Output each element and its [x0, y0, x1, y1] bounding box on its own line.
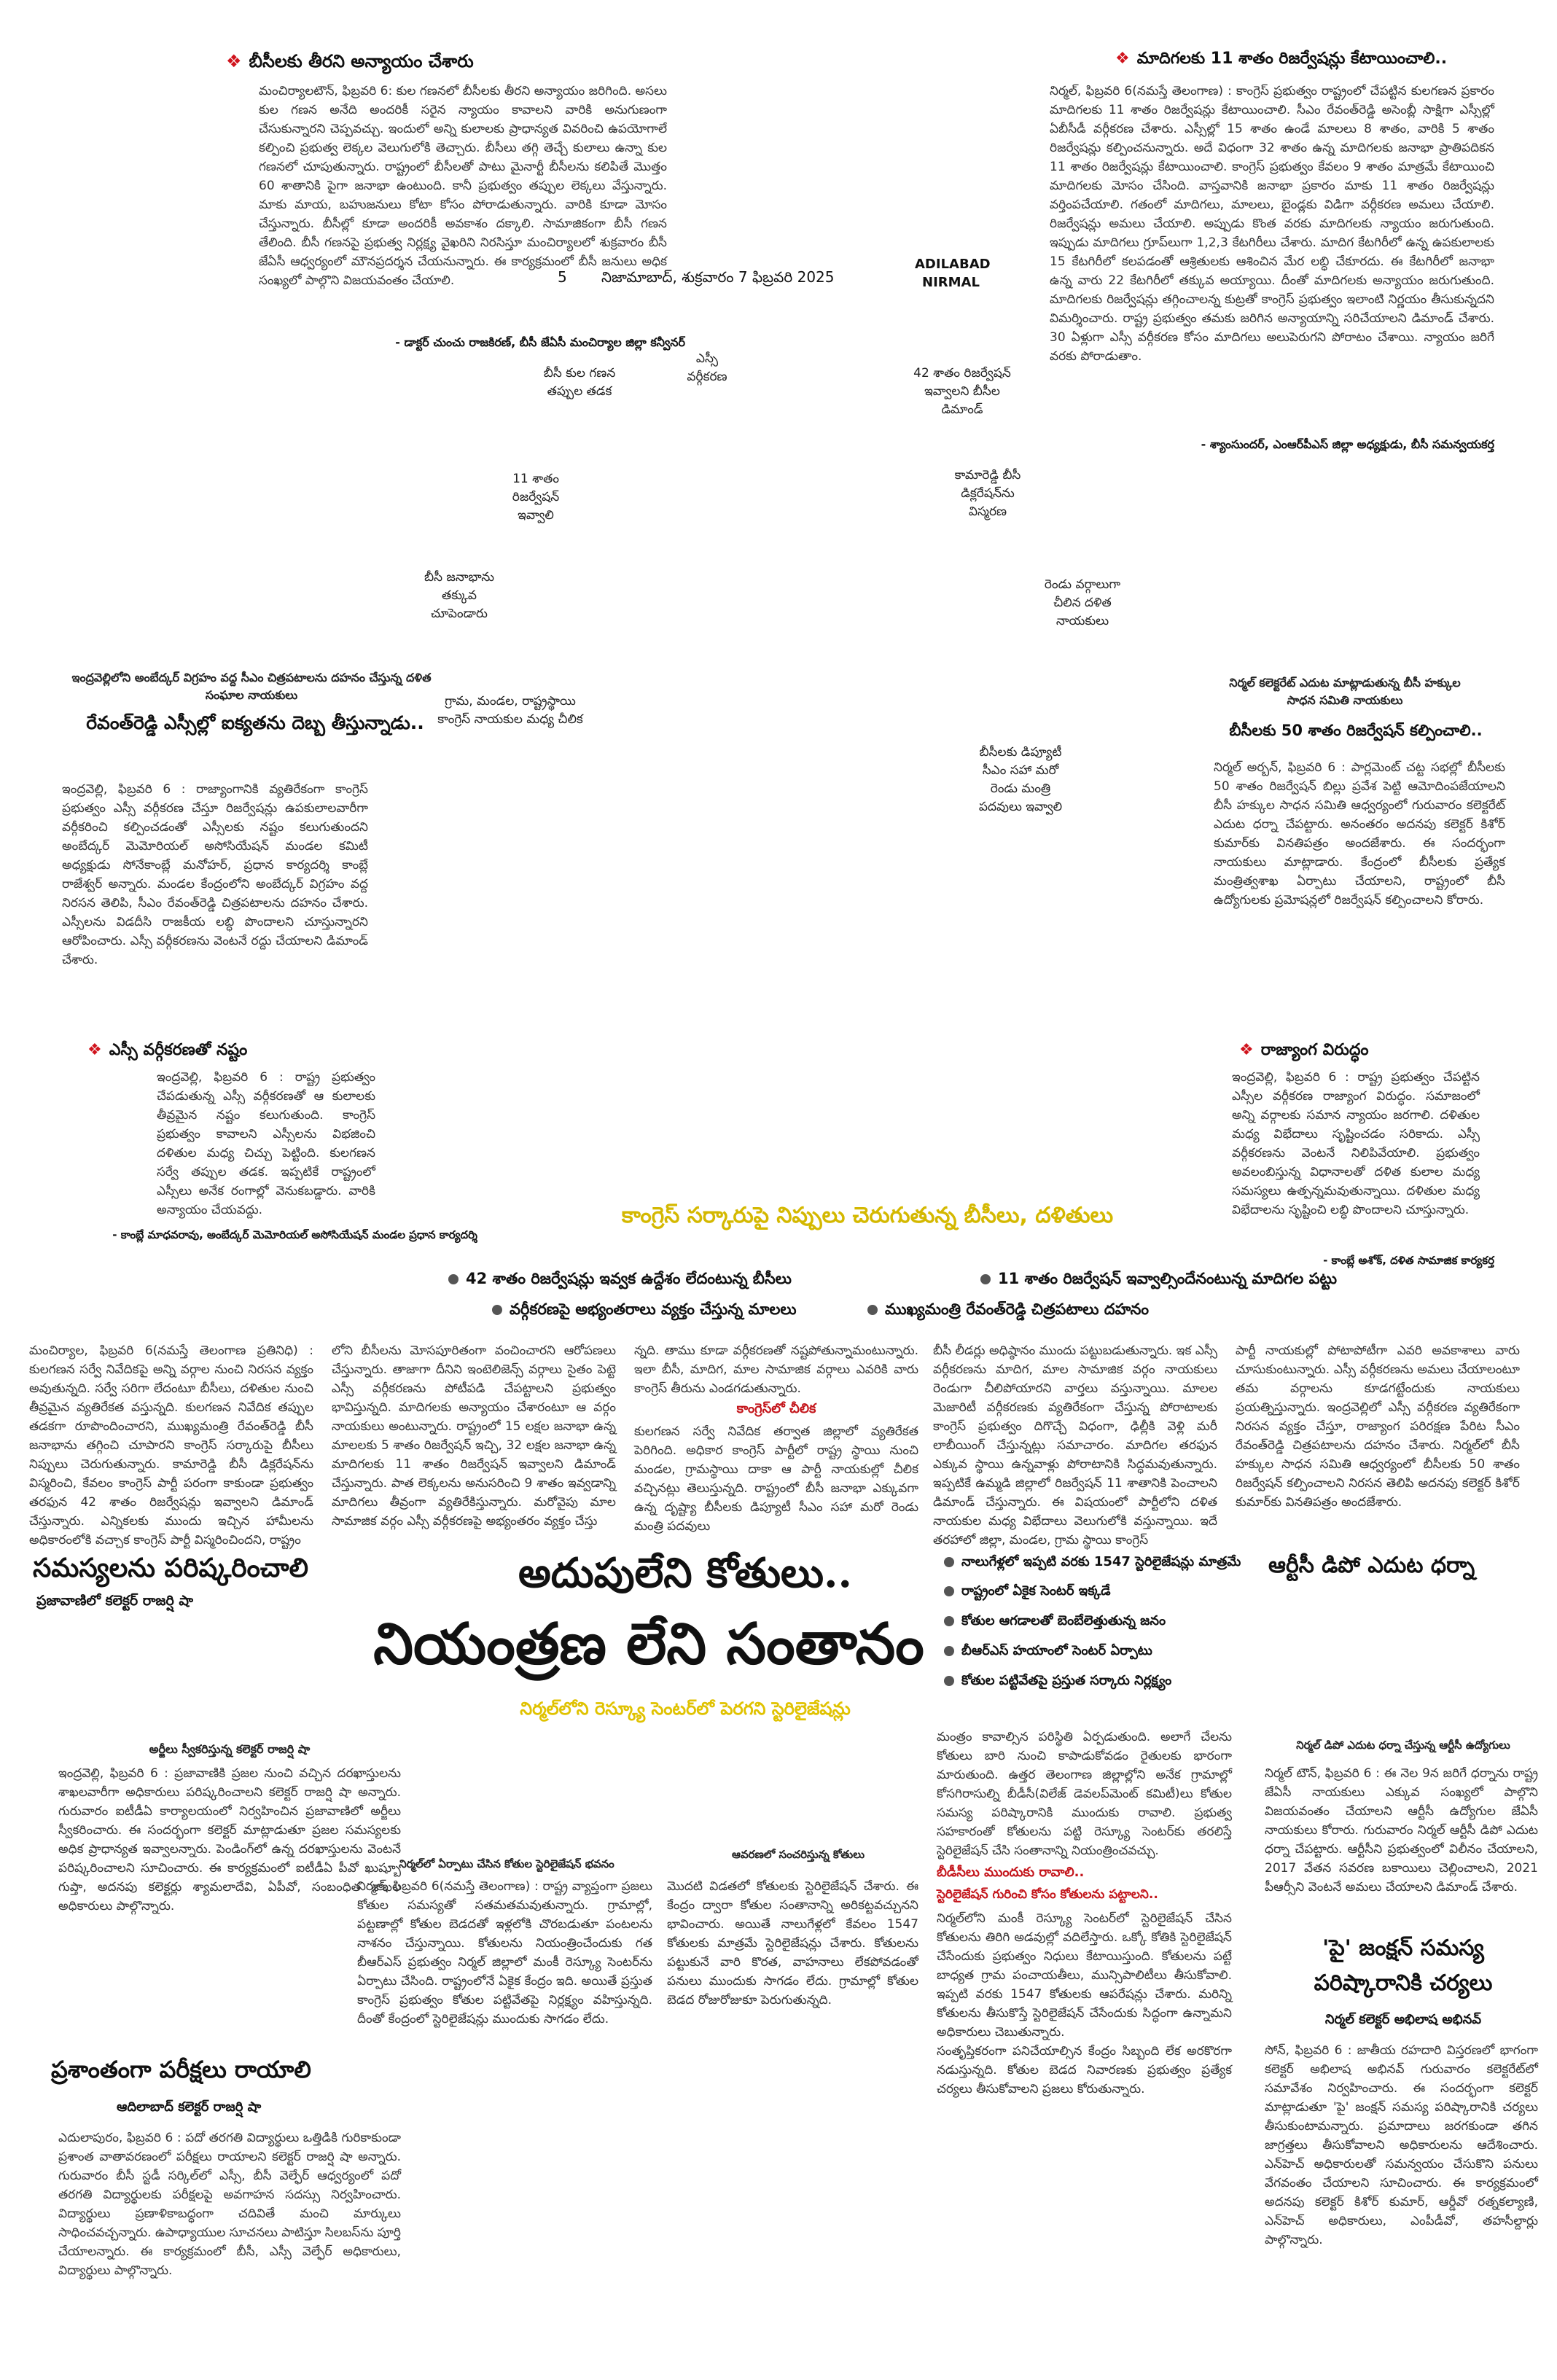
lead-column-3b-text: కులగణన సర్వే నివేదిక తర్వాత జిల్లాలో వ్యతిరేకత పెరిగింది. అధికార కాంగ్రెస్ పార్టీలో రాష్ట్ర స్థాయి నుంచి మండల, గ్రామస్థాయి దాకా ఆ పార్టీ నాయకుల్లో చీలిక వచ్చినట్లు తెలుస్తున్నది. రాష్ట్రంలో బీసీ జనాభా ఎక్కువగా ఉన్న దృష్ట్యా బీసీలకు డిప్యూటీ సీఎం సహా మరో రెండు మంత్రి పదవులు	[634, 1424, 918, 1534]
main-col-d-subhead: స్టెరిలైజేషన్ గురించి కోసం కోతులను పట్టాలని..	[937, 1887, 1158, 1902]
mindmap-node-dalit-split: రెండు వర్గాలుగా చీలిన దళిత నాయకులు	[1044, 577, 1121, 628]
mindmap-node-congress-split: గ్రామ, మండల, రాష్ట్రస్థాయి కాంగ్రెస్ నాయకుల మధ్య చీలిక	[437, 694, 583, 727]
story-junction-body: సోన్, ఫిబ్రవరి 6 : జాతీయ రహదారి విస్తరణలో భాగంగా కలెక్టర్ అభిలాష అభినవ్ గురువారం కలెక్టరేట్‌లో సమావేశం నిర్వహించారు. ఈ సందర్భంగా కలెక్టర్ మాట్లాడుతూ 'పై' జంక్షన్ సమస్య పరిష్కారానికి చర్యలు తీసుకుంటామన్నారు. ప్రమాదాలు జరగకుండా తగిన జాగ్రత్తలు తీసుకోవాలని అధికారులను ఆదేశించారు. ఎన్‌హెచ్ అధికారులతో సమన్వయం చేసుకొని పనులు వేగవంతం చేయాలని సూచించారు. ఈ కార్యక్రమంలో అదనపు కలెక్టర్ కిశోర్ కుమార్, ఆర్డీవో రత్నకల్యాణి, ఎన్‌హెచ్ అధికారులు, ఎంపీడీవో, తహసీల్దార్లు పాల్గొన్నారు.	[1265, 2043, 1538, 2247]
banner-bullet-4	[867, 1300, 1149, 1322]
mindmap-node-bc-population: బీసీ జనాభాను తక్కువ చూపెండారు	[424, 570, 495, 621]
story-mr2-body: ఇంద్రవెల్లి, ఫిబ్రవరి 6 : రాష్ట్ర ప్రభుత్వం చేపట్టిన ఎస్సీల వర్గీకరణ రాజ్యాంగ విరుద్ధం. సమాజంలో అన్ని వర్గాలకు సమాన న్యాయం జరగాలి. దళితుల మధ్య విభేదాలు సృష్టించడం సరికాదు. ఎస్సీ వర్గీకరణను వెంటనే నిలిపివేయాలి. ప్రభుత్వం అవలంబిస్తున్న విధానాలతో దళిత కులాల మధ్య సమస్యలు ఉత్పన్నమవుతున్నాయి. దళితుల మధ్య విభేదాలను సృష్టించి లబ్ధి పొందాలని చూస్తున్నారు.	[1232, 1070, 1480, 1217]
mindmap-node-kamareddy: కామారెడ్డి బీసీ డిక్లరేషన్‌ను విస్మరణ	[954, 468, 1021, 519]
edition-2: NIRMAL	[922, 275, 980, 290]
mindmap-node-11-percent: 11 శాతం రిజర్వేషన్ ఇవ్వాలి	[512, 472, 560, 523]
story-problems-subhead: ప్రజావాణిలో కలెక్టర్ రాజర్షి షా	[36, 1593, 193, 1609]
story-ml-body: ఇంద్రవెల్లి, ఫిబ్రవరి 6 : రాజ్యాంగానికి వ్యతిరేకంగా కాంగ్రెస్ ప్రభుత్వం ఎస్సీ వర్గీకరణ చేస్తూ రిజర్వేషన్లు ఉపకులాలవారీగా వర్గీకరించి కల్పించడంతో ఎస్సీలకు నష్టం కలుగుతుందని అంబేద్కర్ మెమోరియల్ అసోసియేషన్ మండల కమిటీ అధ్యక్షుడు సోనేకాంబ్లే మనోహర్, ప్రధాన కార్యదర్శి కాంబ్లే రాజేశ్వర్ అన్నారు. మండల కేంద్రంలోని అంబేద్కర్ విగ్రహం వద్ద నిరసన తెలిపి, సీఎం రేవంత్‌రెడ్డి చిత్రపటాలను దహనం చేశారు. ఎస్సీలను విడదీసి రాజకీయ లబ్ధి పొందాలని చూస్తున్నారని ఆరోపించారు. ఎస్సీ వర్గీకరణను వెంటనే రద్దు చేయాలని డిమాండ్ చేశారు.	[62, 782, 368, 967]
banner-title: కాంగ్రెస్ సర్కారుపై నిప్పులు చెరుగుతున్న బీసీలు, దళితులు	[621, 1203, 1114, 1228]
story-junction-headline-1: 'పై' జంక్షన్ సమస్య	[1322, 1935, 1484, 1961]
story-mr-kicker: నిర్మల్ కలెక్టరేట్ ఎదుట మాట్లాడుతున్న బీసీ హక్కుల సాధన సమితి నాయకులు	[1229, 676, 1461, 707]
story-tr-signoff: - శ్యాంసుందర్, ఎంఆర్‌పీఎస్ జిల్లా అధ్యక్షుడు, బీసీ సమన్వయకర్త	[1201, 437, 1494, 451]
bullet-dot-icon	[867, 1305, 878, 1315]
main-col-c	[937, 1728, 1232, 2362]
story-ml2-headline-text: ఎస్సీ వర్గీకరణతో నష్టం	[109, 1041, 248, 1059]
banner-bullet-2-text: 11 శాతం రిజర్వేషన్ ఇవ్వాల్సిందేనంటున్న మాదిగల పట్టు	[998, 1270, 1338, 1287]
story-depot-caption: నిర్మల్ డిపో ఎదుట ధర్నా చేస్తున్న ఆర్టీసీ ఉద్యోగులు	[1296, 1739, 1510, 1752]
banner-bullet-2	[980, 1270, 1337, 1292]
story-junction-headline-2: పరిష్కారానికి చర్యలు	[1314, 1970, 1493, 1996]
main-headline-2: నియంత్రణ లేని సంతానం	[373, 1611, 924, 1677]
story-exams-subhead: ఆదిలాబాద్ కలెక్టర్ రాజర్షి షా	[117, 2099, 262, 2115]
mindmap-node-deputy-cm: బీసీలకు డిప్యూటీ సీఎం సహా మరో రెండు మంత్రి పదవులు ఇవ్వాలి	[978, 745, 1063, 814]
diamond-icon: ❖	[87, 1041, 102, 1059]
lead-column-4: బీసీ లీడర్లు అధిష్ఠానం ముందు పట్టుబడుతున్నారు. ఇక ఎస్సీ వర్గీకరణను మాదిగ, మాల సామాజిక వర్గం నాయకులు రెండుగా చీలిపోయారని వార్తలు వస్తున్నాయి. మాలల మెజారిటీ వర్గీకరణకు వ్యతిరేకంగా చేస్తున్న పోరాటాలకు కాంగ్రెస్ ప్రభుత్వం దిగొచ్చే విధంగా, ఢిల్లీకి వెళ్లి మరీ లాబీయింగ్ చేస్తున్నట్లు సమాచారం. మాదిగల తరఫున ఎక్కువ స్థాయి ఉన్నవాళ్లు పోరాటానికి సిద్ధమవుతున్నారు. ఇప్పటికే ఉమ్మడి జిల్లాలో రిజర్వేషన్ 11 శాతానికి పెంచాలని డిమాండ్ చేస్తున్నారు. ఈ విషయంలో పార్టీలోని దళిత నాయకుల మధ్య విభేదాలు వెలుగులోకి వస్తున్నాయి. ఇదే తరహాలో జిల్లా, మండల, గ్రామ స్థాయి కాంగ్రెస్	[933, 1343, 1217, 1548]
story-problems-caption: అర్జీలు స్వీకరిస్తున్న కలెక్టర్ రాజర్షి షా	[149, 1742, 311, 1756]
main-caption-2: ఆవరణలో సంచరిస్తున్న కోతులు	[731, 1848, 865, 1861]
diamond-icon: ❖	[1239, 1041, 1254, 1059]
story-mr-body: నిర్మల్ అర్బన్, ఫిబ్రవరి 6 : పార్లమెంట్ చట్ట సభల్లో బీసీలకు 50 శాతం రిజర్వేషన్ బిల్లు ప్రవేశ పెట్టి ఆమోదింపజేయాలని బీసీ హక్కుల సాధన సమితి ఆధ్వర్యంలో గురువారం కలెక్టరేట్ ఎదుట ధర్నా చేపట్టారు. అనంతరం అదనపు కలెక్టర్ కిశోర్ కుమార్‌కు వినతిపత్రం అందజేశారు. ఈ సందర్భంగా నాయకులు మాట్లాడారు. కేంద్రంలో బీసీలకు ప్రత్యేక మంత్రిత్వశాఖ ఏర్పాటు చేయాలని, రాష్ట్రంలో బీసీ ఉద్యోగులకు ప్రమోషన్లలో రిజర్వేషన్ కల్పించాలని కోరారు.	[1214, 760, 1505, 908]
main-bullet-1-text: నాలుగేళ్లలో ఇప్పటి వరకు 1547 స్టెరిలైజేషన్లు మాత్రమే	[961, 1554, 1241, 1569]
story-tr-body: నిర్మల్, ఫిబ్రవరి 6(నమస్తే తెలంగాణ) : కాంగ్రెస్ ప్రభుత్వం రాష్ట్రంలో చేపట్టిన కులగణన ప్రకారం మాదిగలకు 11 శాతం రిజర్వేషన్లు కేటాయించాలి. సీఎం రేవంత్‌రెడ్డి అసెంబ్లీ సాక్షిగా ఎస్సీల్లో ఏబీసీడీ వర్గీకరణ చేశారు. ఎస్సీల్లో 15 శాతం ఉండే మాలలు 8 శాతం, వారికి 5 శాతం రిజర్వేషన్లు కల్పించనున్నారు. అదే విధంగా 32 శాతం ఉన్న మాదిగలకు జనాభా ప్రాతిపదికన 11 శాతం రిజర్వేషన్లు కేటాయించాలి. కాంగ్రెస్ ప్రభుత్వం కేవలం 9 శాతం మాత్రమే కేటాయించి మాదిగలకు మోసం చేసింది. వాస్తవానికి జనాభా ప్రకారం మాకు 11 శాతం రిజర్వేషన్లు వర్తింపచేయాలి. గతంలో మాదిగలు, మాలలు, బైండ్లకు విడిగా వర్గీకరణ అమలు చేయాలి. రిజర్వేషన్లు అమలు చేయాలి. అప్పుడు కొంత వరకు మాదిగలకు న్యాయం జరుగుతుంది. ఇప్పుడు మాదిగలు గ్రూప్‌లుగా 1,2,3 కేటగిరీలు చేశారు. మాదిగ కేటగిరీలో ఉన్న ఉపకులాలకు 15 కేటగిరీలో కలపడంతో ఆశ్రితులకు ఆశించిన మేర లబ్ధి చేకూరదు. ఈ కేటగిరీలో జనాభా ఉన్న వారు 22 కేటగిరీలో తక్కువ అయ్యాయి. దీంతో మాదిగలకు అన్యాయం జరుగుతుంది. మాదిగలకు రిజర్వేషన్లు తగ్గించాలన్న కుట్రతో కాంగ్రెస్ ప్రభుత్వం ఇలాంటి నిర్ణయం తీసుకున్నదని విమర్శించారు. రాష్ట్ర ప్రభుత్వం తమకు జరిగిన అన్యాయాన్ని సరిచేయాలని డిమాండ్ చేశారు. 30 ఏళ్లుగా ఎస్సీ వర్గీకరణ కోసం మాదిగలు అలుపెరుగని పోరాటం చేశాయి. న్యాయం జరిగే వరకు పోరాడుతాం.	[1050, 84, 1494, 364]
lead-column-3	[634, 1341, 918, 1534]
bullet-dot-icon	[944, 1616, 954, 1626]
main-col-e-text: సంతృప్తికరంగా పనిచేయాల్సిన కేంద్రం సిబ్బంది లేక అరకొరగా నడుస్తున్నది. కోతుల బెడద నివారణకు ప్రభుత్వం ప్రత్యేక చర్యలు తీసుకోవాలని ప్రజలు కోరుతున్నారు.	[937, 2044, 1232, 2096]
story-depot-headline: ఆర్టీసీ డిపో ఎదుట ధర్నా	[1268, 1553, 1475, 1578]
main-bullet-5	[944, 1673, 1250, 1691]
banner-bullet-4-text: ముఖ్యమంత్రి రేవంత్‌రెడ్డి చిత్రపటాలు దహనం	[885, 1300, 1150, 1318]
main-col-b: మొదటి విడతలో కోతులకు స్టెరిలైజేషన్ చేశారు. ఈ కేంద్రం ద్వారా కోతుల సంతానాన్ని అరికట్టవచ్చునని భావించారు. అయితే నాలుగేళ్లలో కేవలం 1547 కోతులకు మాత్రమే స్టెరిలైజేషన్లు చేశారు. కోతులను పట్టుకునే వారి కొరత, వాహనాలు లేకపోవడంతో పనులు ముందుకు సాగడం లేదు. గ్రామాల్లో కోతుల బెడద రోజురోజుకూ పెరుగుతున్నది.	[667, 1879, 918, 2008]
lead-column-2: లోని బీసీలను మోసపూరితంగా వంచించారని ఆరోపణలు చేస్తున్నారు. తాజాగా దీనిని ఇంటెలిజెన్స్ వర్గాలు సైతం పెట్టె ఎస్సీ వర్గీకరణను పోటీపడి చేపట్టాలని ప్రభుత్వం భావిస్తున్నది. మాదిగలకు అన్యాయం చేశారంటూ ఆ వర్గం నాయకులు అంటున్నారు. రాష్ట్రంలో 15 లక్షల జనాభా ఉన్న మాలలకు 5 శాతం రిజర్వేషన్ ఇచ్చి, 32 లక్షల జనాభా ఉన్న మాదిగలకు 11 శాతం రిజర్వేషన్ ఇవ్వాలని డిమాండ్ చేస్తున్నారు. పాత లెక్కలను అనుసరించి 9 శాతం ఇవ్వడాన్ని మాదిగలు తీవ్రంగా వ్యతిరేకిస్తున్నారు. మరోవైపు మాల సామాజిక వర్గం ఎస్సీ వర్గీకరణపై అభ్యంతరం వ్యక్తం చేస్తు	[332, 1343, 616, 1529]
main-bullet-4-text: బీఆర్ఎస్ హయాంలో సెంటర్ ఏర్పాటు	[961, 1643, 1152, 1658]
main-col-d-text: నిర్మల్‌లోని మంకీ రెస్క్యూ సెంటర్‌లో స్టెరిలైజేషన్ చేసిన కోతులను తిరిగి అడవుల్లో వదిలేస్తారు. ఒక్కో కోతికి స్టెరిలైజేషన్ చేసేందుకు ప్రభుత్వం నిధులు కేటాయిస్తుంది. కోతులను పట్టే బాధ్యత గ్రామ పంచాయతీలు, మున్సిపాలిటీలు తీసుకోవాలి. ఇప్పటి వరకు 1547 కోతులకు ఆపరేషన్లు చేశారు. మరిన్ని కోతులను తీసుకొస్తే స్టెరిలైజేషన్ చేసేందుకు సిద్ధంగా ఉన్నామని అధికారులు చెబుతున్నారు.	[937, 1911, 1232, 2040]
mindmap-node-sc-classification: ఎస్సీ వర్గీకరణ	[687, 351, 727, 384]
bullet-dot-icon	[492, 1305, 502, 1315]
story-tl-body: మంచిర్యాలటౌన్, ఫిబ్రవరి 6: కుల గణనలో బీసీలకు తీరని అన్యాయం జరిగింది. అసలు కుల గణన అనేది అందరికీ సరైన న్యాయం కావాలని వారికి అనుగుణంగా చేసుకున్నారని చెప్పవచ్చు. ఇందులో అన్ని కులాలకు ప్రాధాన్యత వివరించి ఉపయోగాలే కల్పించి ప్రభుత్వ లెక్కల వెలుగులోకి తెచ్చారు. బీసీలు తగ్గి తెచ్చే కులాలు ఉన్నా కుల గణనలో చూపుతున్నారు. రాష్ట్రంలో బీసీలతో పాటు మైనార్టీ బీసీలను కలిపితే మొత్తం 60 శాతానికి పైగా జనాభా ఉంటుంది. కానీ ప్రభుత్వం తప్పుల లెక్కలు వేస్తున్నారు. మాకు మాయ, బహుజనులు కోటా కోసం పోరాడుతున్నారు. వారికి కూడా మోసం చేస్తున్నారు. బీసీల్లో కూడా అందరికీ అవకాశం దక్కాలి. సామాజికంగా బీసీ గణన తేలింది. బీసీ గణనపై ప్రభుత్వ నిర్లక్ష్య వైఖరిని నిరసిస్తూ మంచిర్యాలలో శుక్రవారం బీసీ జేఏసీ ఆధ్వర్యంలో మౌనప్రదర్శన చేయనున్నారు. ఈ కార్యక్రమంలో బీసీ జనులు అధిక సంఖ్యలో పాల్గొని విజయవంతం చేయాలి.	[259, 84, 667, 288]
main-bullet-3	[944, 1613, 1250, 1631]
story-problems-body: ఇంద్రవెల్లి, ఫిబ్రవరి 6 : ప్రజావాణికి ప్రజల నుంచి వచ్చిన దరఖాస్తులను శాఖలవారీగా అధికారులు పరిష్కరించాలని కలెక్టర్ రాజర్షి షా అన్నారు. గురువారం ఐటీడీఏ కార్యాలయంలో నిర్వహించిన ప్రజావాణిలో అర్జీలు స్వీకరించారు. ఈ సందర్భంగా కలెక్టర్ మాట్లాడుతూ ప్రజల సమస్యలకు అధిక ప్రాధాన్యత ఇవ్వాలన్నారు. పెండింగ్‌లో ఉన్న దరఖాస్తులను వెంటనే పరిష్కరించాలని సూచించారు. ఈ కార్యక్రమంలో ఐటీడీఏ పీవో ఖుష్బూ గుప్తా, అదనపు కలెక్టర్లు శ్యామలాదేవి, ఏపీవో, సంబంధిత శాఖల అధికారులు పాల్గొన్నారు.	[58, 1766, 401, 1913]
story-ml2-signoff: - కాంబ్లే మాధవరావు, అంబేద్కర్ మెమోరియల్ అసోసియేషన్ మండల ప్రధాన కార్యదర్శి	[112, 1228, 477, 1241]
diamond-icon: ❖	[1115, 50, 1130, 68]
story-tl-headline	[226, 51, 474, 76]
banner-bullet-3	[492, 1300, 797, 1322]
story-junction-subhead: నిర్మల్ కలెక్టర్ అభిలాష అభినవ్	[1324, 2012, 1482, 2027]
story-tl-headline-text: బీసీలకు తీరని అన్యాయం చేశారు	[249, 51, 474, 71]
story-ml2-body: ఇంద్రవెల్లి, ఫిబ్రవరి 6 : రాష్ట్ర ప్రభుత్వం చేపడుతున్న ఎస్సీ వర్గీకరణతో ఆ కులాలకు తీవ్రమైన నష్టం కలుగుతుంది. కాంగ్రెస్ ప్రభుత్వం కావాలని ఎస్సీలను విభజించి దళితుల మధ్య చిచ్చు పెట్టింది. కులగణన సర్వే తప్పుల తడక. ఇప్పటికే రాష్ట్రంలో ఎస్సీలు అనేక రంగాల్లో వెనుకబడ్డారు. వారికి అన్యాయం చేయవద్దు.	[157, 1070, 375, 1217]
bullet-dot-icon	[944, 1676, 954, 1686]
main-col-c-subhead: బీడీసీలు ముందుకు రావాలి..	[937, 1865, 1085, 1880]
story-ml-kicker: ఇంద్రవెల్లిలోని అంబేద్కర్ విగ్రహం వద్ద సీఎం చిత్రపటాలను దహనం చేస్తున్న దళిత సంఘాల నాయకులు	[71, 671, 432, 702]
main-headline-1: అదుపులేని కోతులు..	[518, 1549, 853, 1597]
main-col-c-intro: మంత్రం కావాల్సిన పరిస్థితి ఏర్పడుతుంది. అలాగే చేలను కోతులు బారి నుంచి కాపాడుకోవడం రైతులకు భారంగా మారుతుంది. ఉత్తర తెలంగాణ జిల్లాల్లోని అనేక గ్రామాల్లో కోసగిరాసుల్ని బీడీసీ(విలేజ్ డెవలప్‌మెంట్ కమిటీ)లు కోతుల సమస్య పరిష్కారానికి ముందుకు రావాలి. ప్రభుత్వ సహకారంతో కోతులను పట్టి రెస్క్యూ సెంటర్‌కు తరలిస్తే స్టెరిలైజేషన్ చేసి సంతానాన్ని నియంత్రించవచ్చు.	[937, 1730, 1232, 1858]
bullet-dot-icon	[944, 1557, 954, 1567]
story-mr2-headline-text: రాజ్యాంగ విరుద్ధం	[1260, 1041, 1369, 1059]
banner-bullet-1-text: 42 శాతం రిజర్వేషన్లు ఇవ్వక ఉద్దేశం లేదంటున్న బీసీలు	[466, 1270, 792, 1287]
edition-1: ADILABAD	[915, 257, 991, 272]
mindmap-node-bc-census: బీసీ కుల గణన తప్పుల తడక	[543, 366, 616, 399]
story-problems-headline: సమస్యలను పరిష్కరించాలి	[33, 1553, 308, 1583]
story-tl-signoff: - డాక్టర్ చుంచు రాజకిరణ్, బీసీ జేఏసీ మంచిర్యాల జిల్లా కన్వీనర్	[395, 335, 685, 349]
dateline: నిజామాబాద్, శుక్రవారం 7 ఫిబ్రవరి 2025	[601, 268, 835, 286]
page-number: 5	[558, 268, 567, 286]
story-mr2-headline	[1239, 1041, 1369, 1063]
lead-column-3-text: న్నది. తాము కూడా వర్గీకరణతో నష్టపోతున్నామంటున్నారు. ఇలా బీసీ, మాదిగ, మాల సామాజిక వర్గాలు ఎవరికి వారు కాంగ్రెస్ తీరును ఎండగడుతున్నారు.	[634, 1343, 918, 1396]
main-bullet-5-text: కోతుల పట్టివేతపై ప్రస్తుత సర్కారు నిర్లక్ష్యం	[961, 1673, 1172, 1688]
main-bullet-3-text: కోతుల ఆగడాలతో బెంబేలెత్తుతున్న జనం	[961, 1613, 1166, 1628]
story-tr-headline	[1115, 50, 1447, 71]
mindmap-node-42-percent: 42 శాతం రిజర్వేషన్ ఇవ్వాలని బీసీల డిమాండ్	[913, 366, 1011, 417]
story-tr-headline-text: మాదిగలకు 11 శాతం రిజర్వేషన్లు కేటాయించాలి..	[1136, 50, 1448, 68]
lead-column-3-subhead: కాంగ్రెస్‌లో చీలిక	[736, 1401, 816, 1416]
banner-bullet-3-text: వర్గీకరణపై అభ్యంతరాలు వ్యక్తం చేస్తున్న మాలలు	[510, 1300, 797, 1318]
main-bullet-1	[944, 1553, 1250, 1572]
story-exams-headline: ప్రశాంతంగా పరీక్షలు రాయాలి	[51, 2056, 311, 2083]
diamond-icon: ❖	[226, 51, 242, 71]
bullet-dot-icon	[944, 1646, 954, 1656]
main-caption-1: నిర్మల్‌లో ఏర్పాటు చేసిన కోతుల స్టెరిలైజేషన్ భవనం	[399, 1857, 614, 1870]
main-bullets	[944, 1553, 1250, 1691]
main-bullet-2-text: రాష్ట్రంలో ఏకైక సెంటర్ ఇక్కడే	[961, 1583, 1111, 1599]
lead-column-1: మంచిర్యాల, ఫిబ్రవరి 6(నమస్తే తెలంగాణ ప్రతినిధి) : కులగణన సర్వే నివేదికపై అన్ని వర్గాల నుంచి నిరసన వ్యక్తం అవుతున్నది. సర్వే సరిగా లేదంటూ బీసీలు, దళితుల నుంచి తీవ్రమైన వ్యతిరేకత వస్తున్నది. కులగణన నివేదిక తప్పుల తడకగా రూపొందించారని, ముఖ్యమంత్రి రేవంత్‌రెడ్డి బీసీ జనాభాను తగ్గించి చూపారని కాంగ్రెస్ సర్కారుపై బీసీలు నిప్పులు చెరుగుతున్నారు. కామారెడ్డి బీసీ డిక్లరేషన్‌ను విస్మరించి, కేవలం కాంగ్రెస్ పార్టీ పరంగా కాకుండా ప్రభుత్వం తరఫున 42 శాతం రిజర్వేషన్లు ఇవ్వాలని డిమాండ్ చేస్తున్నారు. ఎన్నికలకు ముందు ఇచ్చిన హామీలను అధికారంలోకి వచ్చాక కాంగ్రెస్ పార్టీ విస్మరించిందని, రాష్ట్రం	[29, 1343, 313, 1548]
lead-column-5: పార్టీ నాయకుల్లో పోటాపోటీగా ఎవరి అవకాశాలు వారు చూసుకుంటున్నారు. ఎస్సీ వర్గీకరణను అమలు చేయాలంటూ తమ వర్గాలను కూడగట్టేందుకు నాయకులు ప్రయత్నిస్తున్నారు. ఇంద్రవెల్లిలో ఎస్సీ వర్గీకరణ వ్యతిరేకంగా నిరసన వ్యక్తం చేస్తూ, రాజ్యాంగ పరిరక్షణ పేరిట సీఎం రేవంత్‌రెడ్డి చిత్రపటాలను దహనం చేశారు. నిర్మల్‌లో బీసీ హక్కుల సాధన సమితి ఆధ్వర్యంలో బీసీలకు 50 శాతం రిజర్వేషన్ కల్పించాలని నిరసన తెలిపి అదనపు కలెక్టర్ కిశోర్ కుమార్‌కు వినతిపత్రం అందజేశారు.	[1236, 1343, 1520, 1510]
main-subhead: నిర్మల్‌లోని రెస్క్యూ సెంటర్‌లో పెరగని స్టెరిలైజేషన్లు	[520, 1698, 851, 1719]
bullet-dot-icon	[980, 1274, 991, 1284]
story-mr-headline: బీసీలకు 50 శాతం రిజర్వేషన్ కల్పించాలి..	[1229, 722, 1483, 739]
story-ml-headline: రేవంత్‌రెడ్డి ఎస్సీల్లో ఐక్యతను దెబ్బ తీస్తున్నాడు..	[86, 712, 424, 733]
story-mr2-signoff: - కాంబ్లే అశోక్, దళిత సామాజిక కార్యకర్త	[1323, 1254, 1494, 1267]
bullet-dot-icon	[448, 1274, 458, 1284]
bullet-dot-icon	[944, 1586, 954, 1596]
main-bullet-2	[944, 1583, 1250, 1601]
banner-bullet-1	[448, 1270, 792, 1292]
story-exams-body: ఎదులాపురం, ఫిబ్రవరి 6 : పదో తరగతి విద్యార్థులు ఒత్తిడికి గురికాకుండా ప్రశాంత వాతావరణంలో పరీక్షలు రాయాలని కలెక్టర్ రాజర్షి షా అన్నారు. గురువారం బీసీ స్టడీ సర్కిల్‌లో ఎస్సీ, బీసీ వెల్ఫేర్ ఆధ్వర్యంలో పదో తరగతి విద్యార్థులకు పరీక్షలపై అవగాహన సదస్సు నిర్వహించారు. విద్యార్థులు ప్రణాళికాబద్ధంగా చదివితే మంచి మార్కులు సాధించవచ్చన్నారు. ఉపాధ్యాయుల సూచనలు పాటిస్తూ సిలబస్‌ను పూర్తి చేయాలన్నారు. ఈ కార్యక్రమంలో బీసీ, ఎస్సీ వెల్ఫేర్ అధికారులు, విద్యార్థులు పాల్గొన్నారు.	[58, 2131, 401, 2278]
main-bullet-4	[944, 1643, 1250, 1661]
story-ml2-headline	[87, 1041, 247, 1063]
main-col-a: నిర్మల్, ఫిబ్రవరి 6(నమస్తే తెలంగాణ) : రాష్ట్ర వ్యాప్తంగా ప్రజలు కోతుల సమస్యతో సతమతమవుతున్నారు. గ్రామాల్లో, పట్టణాల్లో కోతుల బెడదతో ఇళ్లలోకి చొరబడుతూ పంటలను నాశనం చేస్తున్నాయి. కోతులను నియంత్రించేందుకు గత బీఆర్ఎస్ ప్రభుత్వం నిర్మల్ జిల్లాలో మంకీ రెస్క్యూ సెంటర్‌ను ఏర్పాటు చేసింది. రాష్ట్రంలోనే ఏకైక కేంద్రం ఇది. అయితే ప్రస్తుత కాంగ్రెస్ ప్రభుత్వం కోతుల పట్టివేతపై నిర్లక్ష్యం వహిస్తున్నది. దీంతో కేంద్రంలో స్టెరిలైజేషన్లు ముందుకు సాగడం లేదు.	[357, 1879, 652, 2026]
story-depot-body: నిర్మల్ టౌన్, ఫిబ్రవరి 6 : ఈ నెల 9న జరిగే ధర్నాను రాష్ట్ర జేఏసీ నాయకులు ఎక్కువ సంఖ్యలో పాల్గొని విజయవంతం చేయాలని ఆర్టీసీ ఉద్యోగుల జేఏసీ నాయకులు కోరారు. గురువారం నిర్మల్ ఆర్టీసీ డిపో ఎదుట ధర్నా చేపట్టారు. ఆర్టీసీని ప్రభుత్వంలో విలీనం చేయాలని, 2017 వేతన సవరణ బకాయిలు చెల్లించాలని, 2021 పీఆర్సీని వెంటనే అమలు చేయాలని డిమాండ్ చేశారు.	[1265, 1766, 1538, 1895]
